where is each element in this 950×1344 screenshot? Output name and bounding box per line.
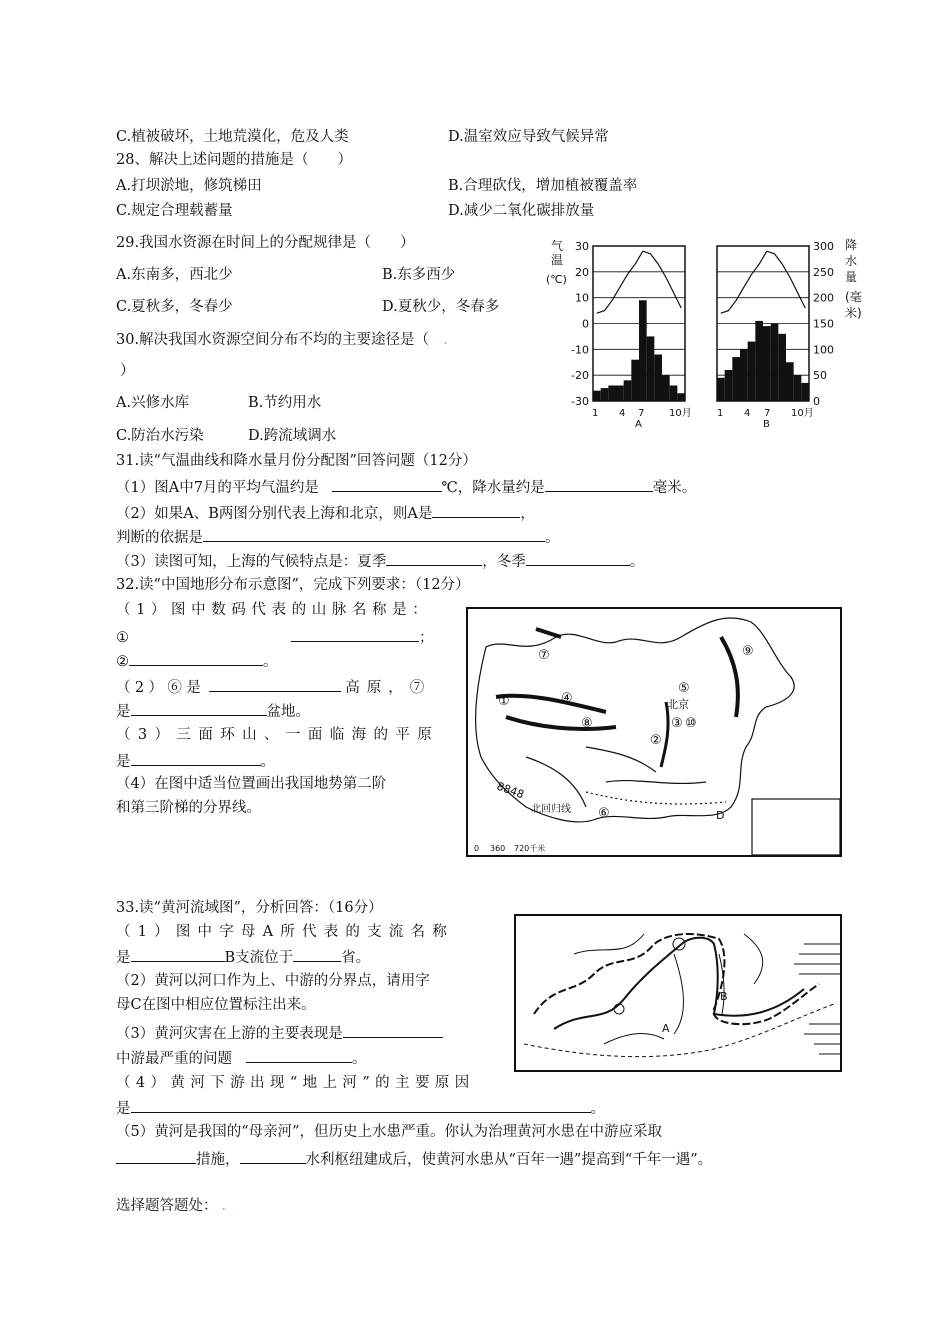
q33-part1b [116,946,370,968]
precip-bar [794,375,802,401]
precip-tick-label: 0 [813,395,820,408]
right-axis-title-4: (毫 [845,290,862,304]
precip-tick-label: 100 [813,343,834,357]
precip-bar [593,391,601,401]
precip-bar [778,334,786,401]
q29-option-c: C.夏秋多，冬春少 [116,299,233,315]
q31-precip-blank[interactable] [545,476,653,492]
q32-item2 [116,650,278,672]
map-label-2: ② [650,733,662,748]
precip-bar [662,375,670,401]
precip-bar [601,388,609,401]
temp-tick-label: 20 [575,265,589,279]
panel-a-month-10: 10月 [669,408,692,419]
q30-stem-close: ） [120,363,135,379]
china-terrain-map [466,607,842,857]
q31-p2-text: （2）如果A、B两图分别代表上海和北京，则A是 [116,506,433,522]
precip-bar [670,386,678,402]
q33-p1-is: 是 [116,950,131,966]
precip-bar [771,324,779,402]
q30-stem-text: 30.解决我国水资源空间分布不均的主要途径是（ [116,332,430,348]
q33-part2b: 母C在图中相应位置标注出来。 [116,997,316,1013]
q32-p2-end: 盆地。 [266,704,310,720]
panel-b-month-10: 10月 [791,408,814,419]
q30-option-d: D.跨流域调水 [248,428,337,444]
map-label-3: ③ [671,716,683,731]
temp-tick-label: -10 [571,343,589,357]
map-label-5: ⑤ [678,681,690,696]
q31-p1-end: 毫米。 [652,480,697,496]
panel-b-label: B [763,419,770,430]
q31-p3-text: （3）读图可知，上海的气候特点是：夏季 [116,554,387,570]
precip-bar [639,300,647,401]
precip-bar [654,355,662,402]
q31-reason-blank[interactable] [203,526,545,542]
q32-stem: 32.读“中国地形分布示意图”，完成下列要求：（12分） [116,577,470,593]
q33-measure-blank[interactable] [116,1148,196,1164]
answer-area-label [116,1196,226,1216]
q27-option-d: D.温室效应导致气候异常 [448,129,609,145]
q32-basin-blank[interactable] [131,700,267,716]
q33-p5-end: 水利枢纽建成后，使黄河水患从“百年一遇”提高到“千年一遇”。 [305,1152,713,1168]
q33-p3-text: （3）黄河灾害在上游的主要表现是 [116,1026,343,1042]
panel-a-month-4: 4 [619,408,626,419]
q28-option-c: C.规定合理载蓄量 [116,203,233,219]
precip-bar [608,386,616,402]
right-axis-title-3: 量 [845,270,858,284]
right-axis-title-1: 降 [845,238,858,252]
right-axis-title-2: 水 [845,254,858,268]
q32-p2-text: （2）⑥是 [116,680,206,696]
q29-stem: 29.我国水资源在时间上的分配规律是（ ） [116,235,415,251]
q32-c1-end: ； [419,630,434,646]
precip-bar [755,321,763,401]
panel-b-month-7: 7 [764,408,771,419]
precip-tick-label: 50 [813,369,827,383]
panel-a-label: A [635,419,642,430]
map-scale-0: 0 [474,844,480,853]
q33-p3-end: 。 [352,1051,367,1067]
map-label-7: ⑦ [538,648,550,663]
map-peak: 8848 [494,779,526,802]
q32-mountain2-blank[interactable] [129,650,263,666]
temp-tick-label: 0 [582,317,589,331]
q32-p2-is: 是 [116,704,131,720]
map-label-10: ⑩ [685,716,697,731]
q33-p1-end: 省。 [341,950,371,966]
q29-option-d: D.夏秋少，冬春多 [382,299,500,315]
q31-p2-comma: ， [520,506,535,522]
q33-part3b [116,1047,367,1069]
q32-mountain1-blank[interactable] [291,626,419,642]
map-tropic: 北回归线 [531,804,571,815]
q31-city-blank[interactable] [432,502,520,518]
q33-province-blank[interactable] [293,946,341,962]
map-letter-b: B [720,990,728,1003]
precip-bar [616,386,624,402]
precip-tick-label: 250 [813,265,834,279]
map-label-1: ① [498,694,510,709]
precip-bar [717,378,725,401]
q32-p3-is: 是 [116,754,131,770]
q32-part1: （1）图中数码代表的山脉名称是： [116,602,433,618]
q32-item1 [116,626,434,648]
q29-option-a: A.东南多，西北少 [116,267,233,283]
precip-tick-label: 200 [813,291,834,305]
map-beijing: 北京 [667,698,689,711]
map-scale-720: 720千米 [514,844,546,853]
q31-part2-reason [116,526,560,548]
q31-part3 [116,550,644,572]
q28-stem: 28、解决上述问题的措施是（ ） [116,152,352,168]
precip-bar [748,342,756,401]
precip-bar [732,357,740,401]
q29-option-b: B.东多西少 [382,267,456,283]
q32-p3-end: 。 [260,754,275,770]
map-letter-d: D [716,809,725,822]
q32-c2-label: ② [116,654,129,670]
precip-bar [647,336,655,401]
q33-river-cause-blank[interactable] [131,1097,591,1113]
climate-chart [545,236,870,431]
q30-option-b: B.节约用水 [248,395,322,411]
temp-tick-label: -20 [571,369,589,383]
q31-reason-end: 。 [545,530,560,546]
precip-bar [725,370,733,401]
q30-option-a: A.兴修水库 [116,395,190,411]
q31-p1-text: （1）图A中7月的平均气温约是 [116,480,319,496]
stray-dot: . [221,1198,227,1214]
q33-upstream-blank[interactable] [343,1022,443,1038]
q33-stem: 33.读“黄河流域图”，分析回答：（16分） [116,900,383,916]
panel-a-month-7: 7 [638,408,645,419]
precip-bar [801,383,809,401]
q28-option-d: D.减少二氧化碳排放量 [448,203,595,219]
temp-tick-label: 10 [575,291,589,305]
stray-dot: . [443,332,448,348]
q31-part2 [116,502,535,524]
precip-bar [677,393,685,401]
q32-part4: （4）在图中适当位置画出我国地势第二阶 [116,776,387,792]
q33-p1-mid: B支流位于 [224,950,294,966]
q33-p3-mid: 中游最严重的问题 [116,1051,232,1067]
panel-b-month-4: 4 [744,408,751,419]
q27-option-c: C.植被破坏，土地荒漠化，危及人类 [116,129,349,145]
temperature-curve [721,251,805,313]
answer-area-text: 选择题答题处： [116,1198,218,1214]
q31-summer-blank[interactable] [386,550,482,566]
precip-bar [631,360,639,401]
q33-part5b [116,1148,712,1170]
temp-tick-label: -30 [571,395,589,408]
right-axis-title-5: 米) [845,306,862,320]
q31-p3-end: 。 [629,554,645,570]
q33-p5-mid: 措施， [196,1152,240,1168]
precip-tick-label: 150 [813,317,834,331]
precip-tick-label: 300 [813,240,834,253]
q33-part4: （4）黄河下游出现“地上河”的主要原因 [116,1075,475,1091]
q28-option-a: A.打坝淤地，修筑梯田 [116,178,262,194]
q32-part2b [116,700,310,722]
temp-tick-label: 30 [575,240,589,253]
q33-p4-end: 。 [590,1101,605,1117]
precip-bar [740,349,748,401]
map-label-8: ⑧ [581,716,593,731]
q32-p2-mid: 高原，⑦ [345,680,432,696]
left-axis-unit: (℃) [546,273,567,286]
q31-reason-text: 判断的依据是 [116,530,203,546]
map-scale-360: 360 [490,844,506,853]
left-axis-title-1: 气 [551,239,564,253]
q33-midstream-blank[interactable] [246,1047,352,1063]
q31-temp-blank[interactable] [332,476,442,492]
q33-dam-blank[interactable] [240,1148,306,1164]
q33-part4b [116,1097,605,1119]
q32-part2 [116,676,431,698]
q31-part1 [116,476,696,498]
precip-bar [786,362,794,401]
q33-p4-is: 是 [116,1101,131,1117]
q31-stem: 31.读“气温曲线和降水量月份分配图”回答问题（12分） [116,453,477,469]
map-label-4: ④ [561,691,573,706]
q32-plateau-blank[interactable] [209,676,341,692]
q33-part5: （5）黄河是我国的“母亲河”，但历史上水患严重。你认为治理黄河水患在中游应采取 [116,1124,663,1140]
q32-part3: （3）三面环山、一面临海的平原 [116,727,440,743]
q32-part4b: 和第三阶梯的分界线。 [116,800,261,816]
map-label-6: ⑥ [598,806,610,821]
q31-p1-mid: ℃，降水量约是 [441,480,545,496]
q28-option-b: B.合理砍伐，增加植被覆盖率 [448,178,638,194]
q31-winter-blank[interactable] [526,550,630,566]
panel-a-month-1: 1 [592,408,599,419]
q33-tributary-blank[interactable] [131,946,225,962]
q33-part3 [116,1022,443,1044]
q32-c2-end: 。 [263,654,278,670]
q32-c1-label: ① [116,630,129,646]
q30-option-c: C.防治水污染 [116,428,204,444]
q32-plain-blank[interactable] [131,750,261,766]
yellow-river-map [514,914,842,1072]
left-axis-title-2: 温 [551,253,564,267]
precip-bar [624,380,632,401]
q31-p3-mid: ，冬季 [482,554,526,570]
precip-bar [763,326,771,401]
q30-stem [116,330,448,350]
q32-part3b [116,750,275,772]
map-label-9: ⑨ [742,644,754,659]
map-letter-a: A [662,1022,670,1035]
q33-part2: （2）黄河以河口作为上、中游的分界点，请用字 [116,973,430,989]
panel-b-month-1: 1 [717,408,724,419]
q33-part1: （1）图中字母A所代表的支流名称 [116,924,454,940]
